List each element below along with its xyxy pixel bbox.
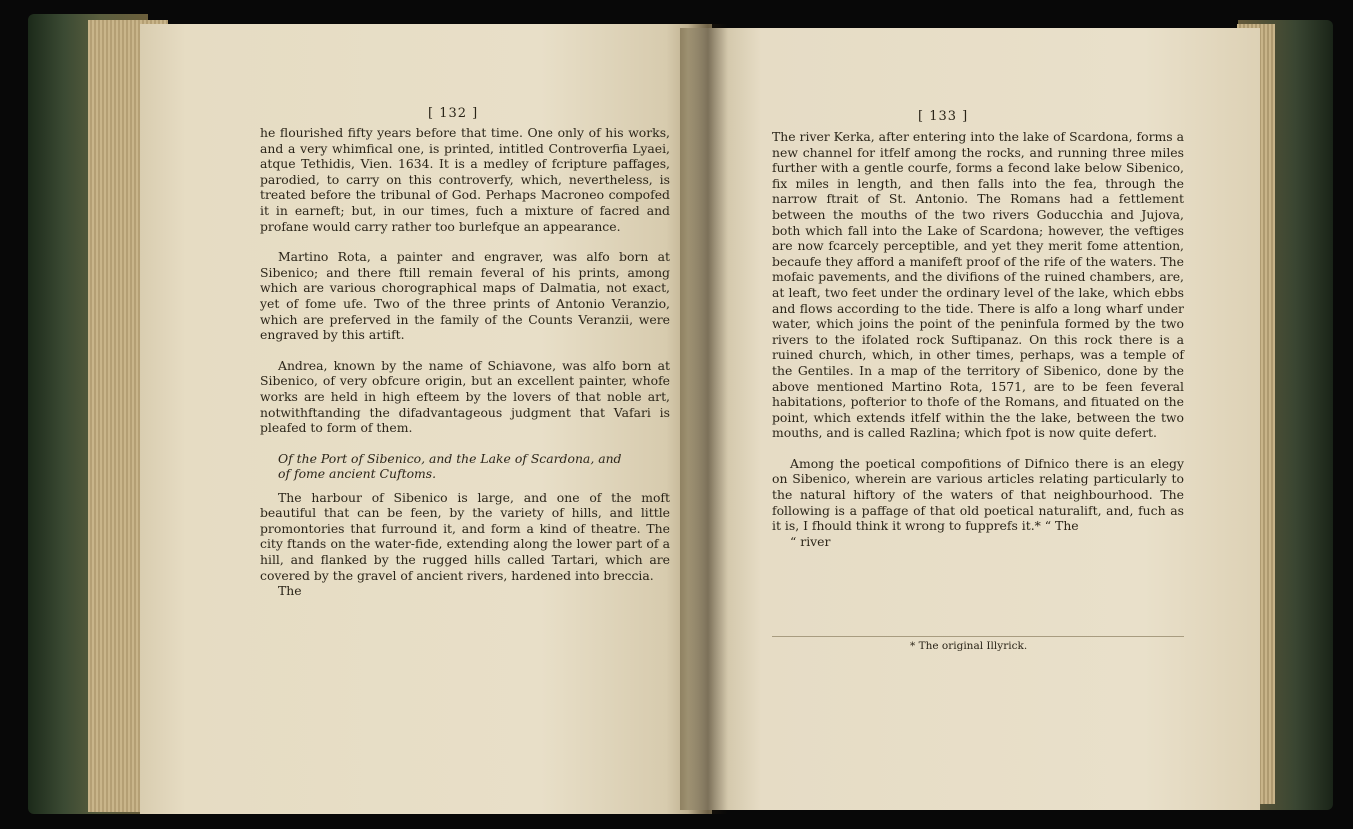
paragraph: Andrea, known by the name of Schiavone, was alfo born at Sibenico, of very obfcure origin, but an excellent painter, whofe works are held in high efteem by the lovers of that noble art, notwithftanding the difadvantageous judgment that Vafari is pleafed to form of them. <box>260 357 670 436</box>
book-gutter <box>688 24 728 814</box>
paragraph: Martino Rota, a painter and engraver, was alfo born at Sibenico; and there ftill remain feveral of his prints, among which are various chorographical maps of Dalmatia, not exact, yet of fome ufe. Two of the three prints of Antonio Veranzio, which are preferved in the family of the Counts Veranzii, were engraved by this artift. <box>260 249 670 343</box>
catchword-right: “ river <box>790 533 831 549</box>
footnote: * The original Illyrick. <box>910 640 1028 652</box>
paragraph: The river Kerka, after entering into the lake of Scardona, forms a new channel for itfelf among the rocks, and running three miles further with a gentle courfe, forms a fecond lake below Sibenico, fix miles in length, and then falls into the fea, through the narrow ftrait of St. Antonio. The Romans had a fettlement between the mouths of the two rivers Goducchia and Jujova, both which fall into the Lake of Scardona; however, the veftiges are now fcarcely perceptible, and yet they merit fome attention, becaufe they afford a manifeft proof of the rife of the waters. The mofaic pavements, and the divifions of the ruined chambers, are, at leaft, two feet under the ordinary level of the lake, which ebbs and flows according to the tide. There is alfo a long wharf under water, which joins the point of the peninfula formed by the two rivers to the ifolated rock Suftipanaz. On this rock there is a ruined church, which, in other times, perhaps, was a temple of the Gentiles. In a map of the territory of Sibenico, done by the above mentioned Martino Rota, 1571, are to be feen feveral habitations, pofterior to thofe of the Romans, and fituated on the point, which extends itfelf within the the lake, between the two mouths, and is called Razlina; which fpot is now quite defert. <box>772 129 1184 441</box>
right-page <box>680 28 1260 810</box>
right-page-text <box>772 129 1184 549</box>
left-page <box>140 24 712 814</box>
footnote-rule <box>772 636 1184 637</box>
paragraph: The harbour of Sibenico is large, and one of the moft beautiful that can be feen, by the variety of hills, and little promontories that furround it, and form a kind of theatre. The city ftands on the water-fide, extending along the lower part of a hill, and flanked by the rugged hills called Tartari, which are covered by the gravel of ancient rivers, hardened into breccia. <box>260 489 670 583</box>
section-heading-cont: of fome ancient Cuftoms. <box>278 466 437 482</box>
book <box>28 14 1333 819</box>
paragraph: he flourished fifty years before that time. One only of his works, and a very whimfical one, is printed, intitled Controverfia Lyaei, atque Tethidis, Vien. 1634. It is a medley of fcripture paffages, parodied, to carry on this controverfy, which, nevertheless, is treated before the tribunal of God. Perhaps Macroneo compofed it in earneft; but, in our times, fuch a mixture of facred and profane would carry rather too burlefque an appearance. <box>260 125 670 234</box>
left-page-text <box>260 125 670 599</box>
page-number-right: [ 133 ] <box>918 109 969 124</box>
page-number-left: [ 132 ] <box>428 106 479 121</box>
catchword-left: The <box>278 583 302 599</box>
section-heading: Of the Port of Sibenico, and the Lake of Scardona, and <box>278 450 622 466</box>
paragraph: Among the poetical compofitions of Difnico there is an elegy on Sibenico, wherein are various articles relating particularly to the natural hiftory of the waters of that neighbourhood. The following is a paffage of that old poetical naturalift, and, fuch as it is, I fhould think it wrong to fupprefs it.* “ The <box>772 455 1184 534</box>
